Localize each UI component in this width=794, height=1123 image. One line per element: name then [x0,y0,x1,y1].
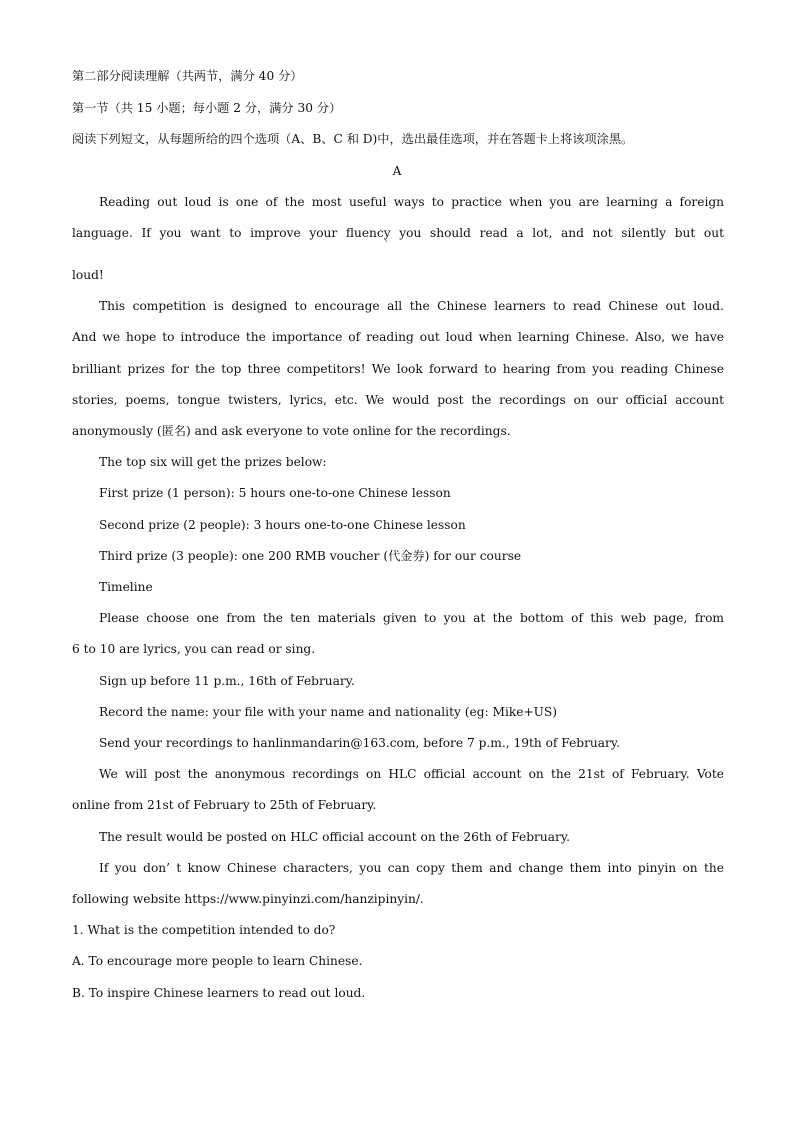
timeline-4: Send your recordings to hanlinmandarin@163.com, before 7 p.m., 19th of February. [99,736,621,750]
question-1-stem: 1. What is the competition intended to do? [72,923,336,937]
instructions: 阅读下列短文，从每题所给的四个选项（A、B、C 和 D)中，选出最佳选项，并在答题卡上将该项涂黑。 [72,132,634,146]
timeline-2: Sign up before 11 p.m., 16th of February. [99,674,355,688]
passage-label: A [392,164,402,178]
timeline-7-line-2: following website https://www.pinyinzi.com/hanzipinyin/. [72,892,424,906]
timeline-3: Record the name: your file with your name and nationality (eg: Mike+US) [99,705,558,719]
section-title: 第一节（共 15 小题；每小题 2 分，满分 30 分） [72,101,342,115]
timeline-7-line-1: If you don’ t know Chinese characters, you can copy them and change them into pinyin on the [99,861,724,875]
prizes-intro: The top six will get the prizes below: [99,455,327,469]
timeline-5-line-2: online from 21st of February to 25th of February. [72,798,377,812]
paragraph-2-line-2: And we hope to introduce the importance of reading out loud when learning Chinese. Also, we have [72,330,724,344]
question-1-option-b: B. To inspire Chinese learners to read out loud. [72,986,366,1000]
prize-third: Third prize (3 people): one 200 RMB voucher (代金券) for our course [99,549,522,563]
timeline-1-line-2: 6 to 10 are lyrics, you can read or sing. [72,642,316,656]
paragraph-1-line-2: language. If you want to improve your fluency you should read a lot, and not silently but out [72,226,724,240]
paragraph-2-line-3: brilliant prizes for the top three competitors! We look forward to hearing from you reading Chinese [72,362,724,376]
paragraph-1-line-3: loud! [72,268,104,282]
timeline-5-line-1: We will post the anonymous recordings on HLC official account on the 21st of February. Vote [99,767,724,781]
stray-mark: ' [385,239,388,248]
prize-first: First prize (1 person): 5 hours one-to-one Chinese lesson [99,486,451,500]
paragraph-2-line-5: anonymously (匿名) and ask everyone to vote online for the recordings. [72,424,511,438]
paragraph-2-line-4: stories, poems, tongue twisters, lyrics, etc. We would post the recordings on our official account [72,393,724,407]
paragraph-1-line-1: Reading out loud is one of the most useful ways to practice when you are learning a foreign [99,195,724,209]
question-1-option-a: A. To encourage more people to learn Chinese. [72,954,363,968]
part-title: 第二部分阅读理解（共两节，满分 40 分） [72,69,303,83]
paragraph-2-line-1: This competition is designed to encourage all the Chinese learners to read Chinese out loud. [99,299,724,313]
timeline-heading: Timeline [99,580,153,594]
timeline-1-line-1: Please choose one from the ten materials given to you at the bottom of this web page, from [99,611,724,625]
timeline-6: The result would be posted on HLC official account on the 26th of February. [99,830,570,844]
prize-second: Second prize (2 people): 3 hours one-to-one Chinese lesson [99,518,466,532]
